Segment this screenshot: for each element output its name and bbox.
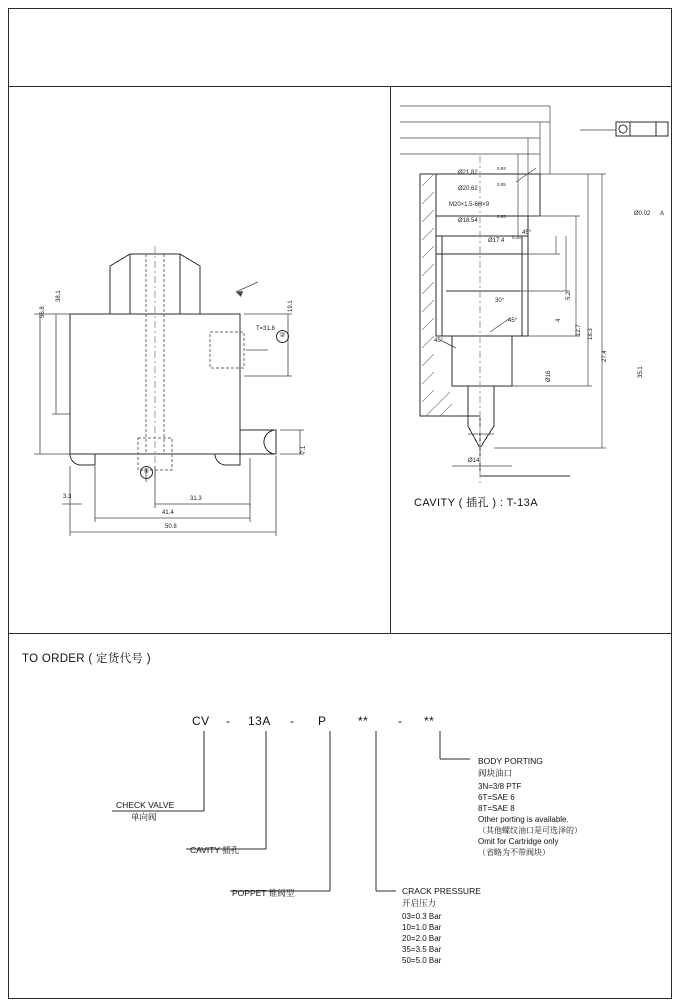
body-porting-option-0: 3N=3/8 PTF (478, 782, 522, 791)
crack-pressure-title-cn: 开启压力 (402, 898, 437, 908)
cavity-dim-21-82: Ø21.82 (458, 170, 478, 176)
dim-t-31-8: T=31.8 (256, 326, 275, 332)
order-code-sep-1: - (226, 714, 231, 728)
dim-38-1: 38.1 (56, 290, 62, 302)
cavity-angle-30: 30° (495, 298, 505, 304)
dim-19-1: 19.1 (288, 300, 294, 312)
cavity-angle-45-top: 45° (522, 230, 532, 236)
cavity-dim-4: 4 (556, 318, 562, 322)
callout-cavity: CAVITY 插孔 (190, 845, 240, 855)
body-porting-title-en: BODY PORTING (478, 756, 543, 766)
crack-pressure-title-en: CRACK PRESSURE (402, 886, 481, 896)
cavity-tol-21-82: 0.93 (497, 166, 506, 171)
balloon-2: ② (276, 330, 289, 343)
body-porting-option-2: 8T=SAE 8 (478, 804, 515, 813)
order-code-sep-2: - (290, 714, 295, 728)
crack-pressure-option-2: 20=2.0 Bar (402, 934, 442, 943)
cavity-dim-18-54: Ø18.54 (458, 218, 478, 224)
dim-56-8: 56.8 (40, 306, 46, 318)
body-porting-title-cn: 阀块油口 (478, 768, 513, 778)
dim-50-8: 50.8 (165, 524, 177, 530)
callout-check-valve-en: CHECK VALVE (116, 800, 175, 810)
body-porting-option-6: （省略为不带阀块） (478, 848, 550, 857)
cavity-dim-d16: Ø16 (546, 370, 552, 382)
cavity-angle-45-mid: 45° (508, 318, 518, 324)
cavity-tol-17-4: 0.16 (512, 235, 521, 240)
order-code-part-crack: ** (358, 714, 369, 728)
cavity-dim-12-7: 12.7 (576, 324, 582, 336)
cavity-dim-d14: Ø14 (468, 458, 480, 464)
dim-7-1: 7.1 (301, 445, 307, 454)
dim-41-4: 41.4 (162, 510, 174, 516)
crack-pressure-option-1: 10=1.0 Bar (402, 923, 442, 932)
cavity-thread-spec: M20×1.5-6H×9 (449, 202, 490, 208)
cavity-angle-45-low: 45° (434, 338, 444, 344)
cavity-dim-17-4: Ø17.4 (488, 238, 505, 244)
crack-pressure-option-3: 35=3.5 Bar (402, 945, 442, 954)
order-code-sep-3: - (398, 714, 403, 728)
gdt-tolerance-value: Ø0.02 (634, 211, 651, 217)
cavity-dim-18-3: 18.3 (588, 328, 594, 340)
cavity-dim-27-4: 27.4 (602, 350, 608, 362)
order-code-part-porting: ** (424, 714, 435, 728)
dim-3-3: 3.3 (63, 494, 72, 500)
order-code-part-poppet: P (318, 714, 327, 728)
gdt-datum-ref: A (660, 211, 665, 217)
crack-pressure-option-4: 50=5.0 Bar (402, 956, 442, 965)
cavity-tol-18-54: 0.05 (497, 214, 506, 219)
crack-pressure-option-0: 03=0.3 Bar (402, 912, 442, 921)
cavity-tol-20-62: 0.05 (497, 182, 506, 187)
cavity-dim-20-62: Ø20.62 (458, 186, 478, 192)
balloon-1: ① (140, 466, 153, 479)
order-code-part-cv: CV (192, 714, 210, 728)
cavity-caption: CAVITY ( 插孔 ) : T-13A (414, 497, 538, 509)
body-porting-option-4: （其他螺纹油口是可选泽的） (478, 826, 582, 835)
body-porting-option-3: Other porting is available. (478, 815, 569, 824)
order-code-part-cavity: 13A (248, 714, 271, 728)
cavity-dim-35-1: 35.1 (638, 366, 644, 378)
callout-poppet: POPPET 锥阀型 (232, 888, 295, 898)
callout-check-valve-cn: 单向阀 (131, 812, 157, 822)
cavity-dim-5-2: 5.2 (566, 291, 572, 300)
body-porting-option-5: Omit for Cartridge only (478, 837, 559, 846)
body-porting-option-1: 6T=SAE 6 (478, 793, 515, 802)
to-order-title: TO ORDER ( 定货代号 ) (22, 653, 151, 665)
dim-31-3: 31.3 (190, 496, 202, 502)
